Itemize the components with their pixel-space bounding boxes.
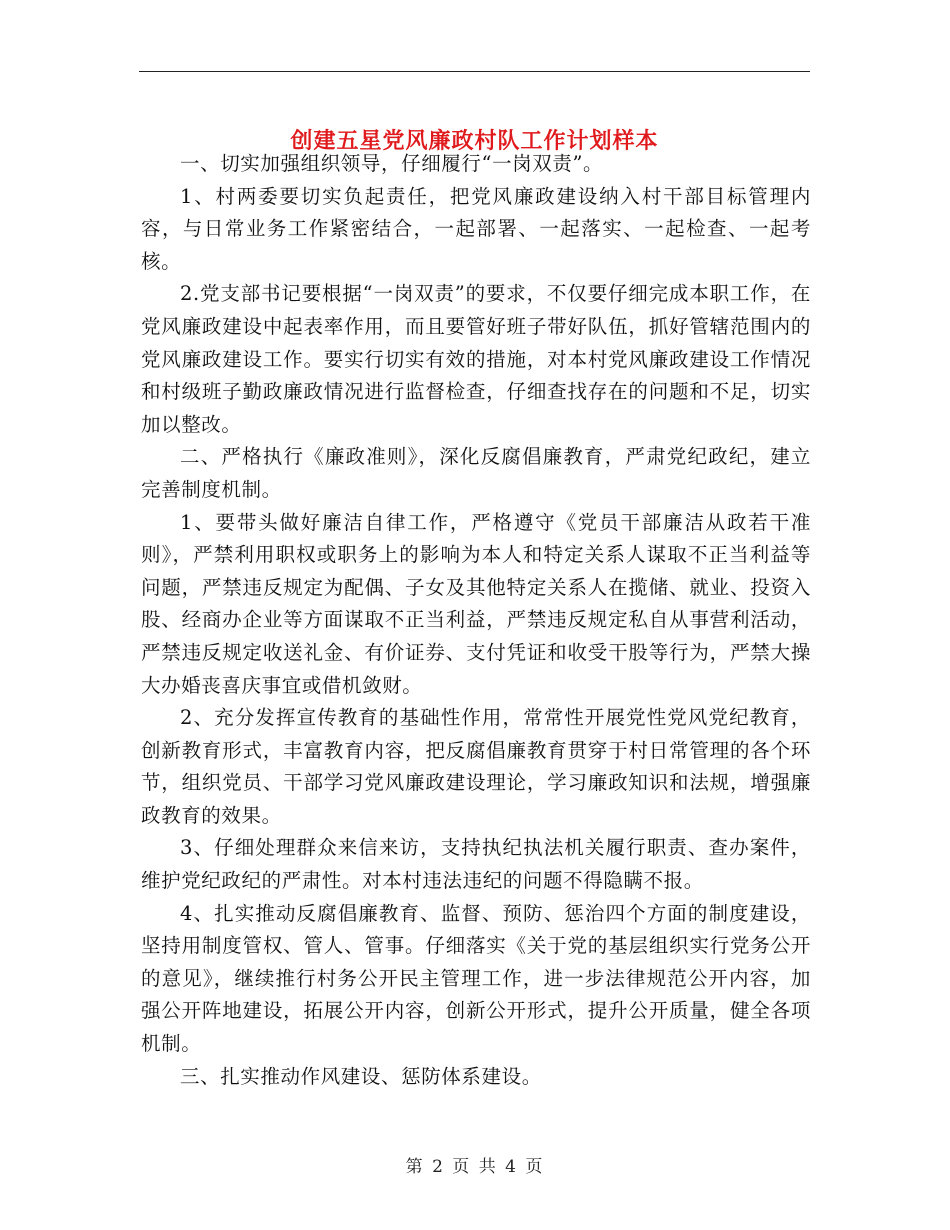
section-heading-1: 一、切实加强组织领导，仔细履行“一岗双责”。: [180, 152, 604, 175]
document-body: [141, 148, 811, 1093]
paragraph-2-2: 2、充分发挥宣传教育的基础性作用，常常性开展党性党风党纪教育，创新教育形式，丰富教育内容，把反腐倡廉教育贯穿于村日常管理的各个环节，组织党员、干部学习党风廉政建设理论，学习廉政知识和法规，增强廉政教育的效果。: [141, 706, 811, 827]
section-heading-3: 三、扎实推动作风建设、惩防体系建设。: [180, 1064, 542, 1088]
page-number: 第 2 页 共 4 页: [405, 1157, 545, 1177]
header-rule: [139, 71, 810, 72]
paragraph-2-3: 3、仔细处理群众来信来访，支持执纪执法机关履行职责、查办案件，维护党纪政纪的严肃性。对本村违法违纪的问题不得隐瞒不报。: [141, 836, 811, 893]
document-title: 创建五星党风廉政村队工作计划样本: [290, 127, 659, 154]
paragraph-2-1: 1、要带头做好廉洁自律工作，严格遵守《党员干部廉洁从政若干准则》，严禁利用职权或职务上的影响为本人和特定关系人谋取不正当利益等问题，严禁违反规定为配偶、子女及其他特定关系人在揽储、就业、投资入股、经商办企业等方面谋取不正当利益，严禁违反规定私自从事营利活动，严禁违反规定收送礼金、有价证券、支付凭证和收受干股等行为，严禁大操大办婚丧喜庆事宜或借机敛财。: [141, 510, 811, 697]
section-heading-2: 二、严格执行《廉政准则》，深化反腐倡廉教育，严肃党纪政纪，建立完善制度机制。: [141, 445, 811, 501]
paragraph-1-2: 2.党支部书记要根据“一岗双责”的要求，不仅要仔细完成本职工作，在党风廉政建设中起表率作用，而且要管好班子带好队伍，抓好管辖范围内的党风廉政建设工作。要实行切实有效的措施，对本村党风廉政建设工作情况和村级班子勤政廉政情况进行监督检查，仔细查找存在的问题和不足，切实加以整改。: [141, 282, 811, 436]
paragraph-1-1: 1、村两委要切实负起责任，把党风廉政建设纳入村干部目标管理内容，与日常业务工作紧密结合，一起部署、一起落实、一起检查、一起考核。: [141, 184, 811, 273]
paragraph-2-4: 4、扎实推动反腐倡廉教育、监督、预防、惩治四个方面的制度建设，坚持用制度管权、管人、管事。仔细落实《关于党的基层组织实行党务公开的意见》，继续推行村务公开民主管理工作，进一步法律规范公开内容，加强公开阵地建设，拓展公开内容，创新公开形式，提升公开质量，健全各项机制。: [141, 901, 811, 1056]
